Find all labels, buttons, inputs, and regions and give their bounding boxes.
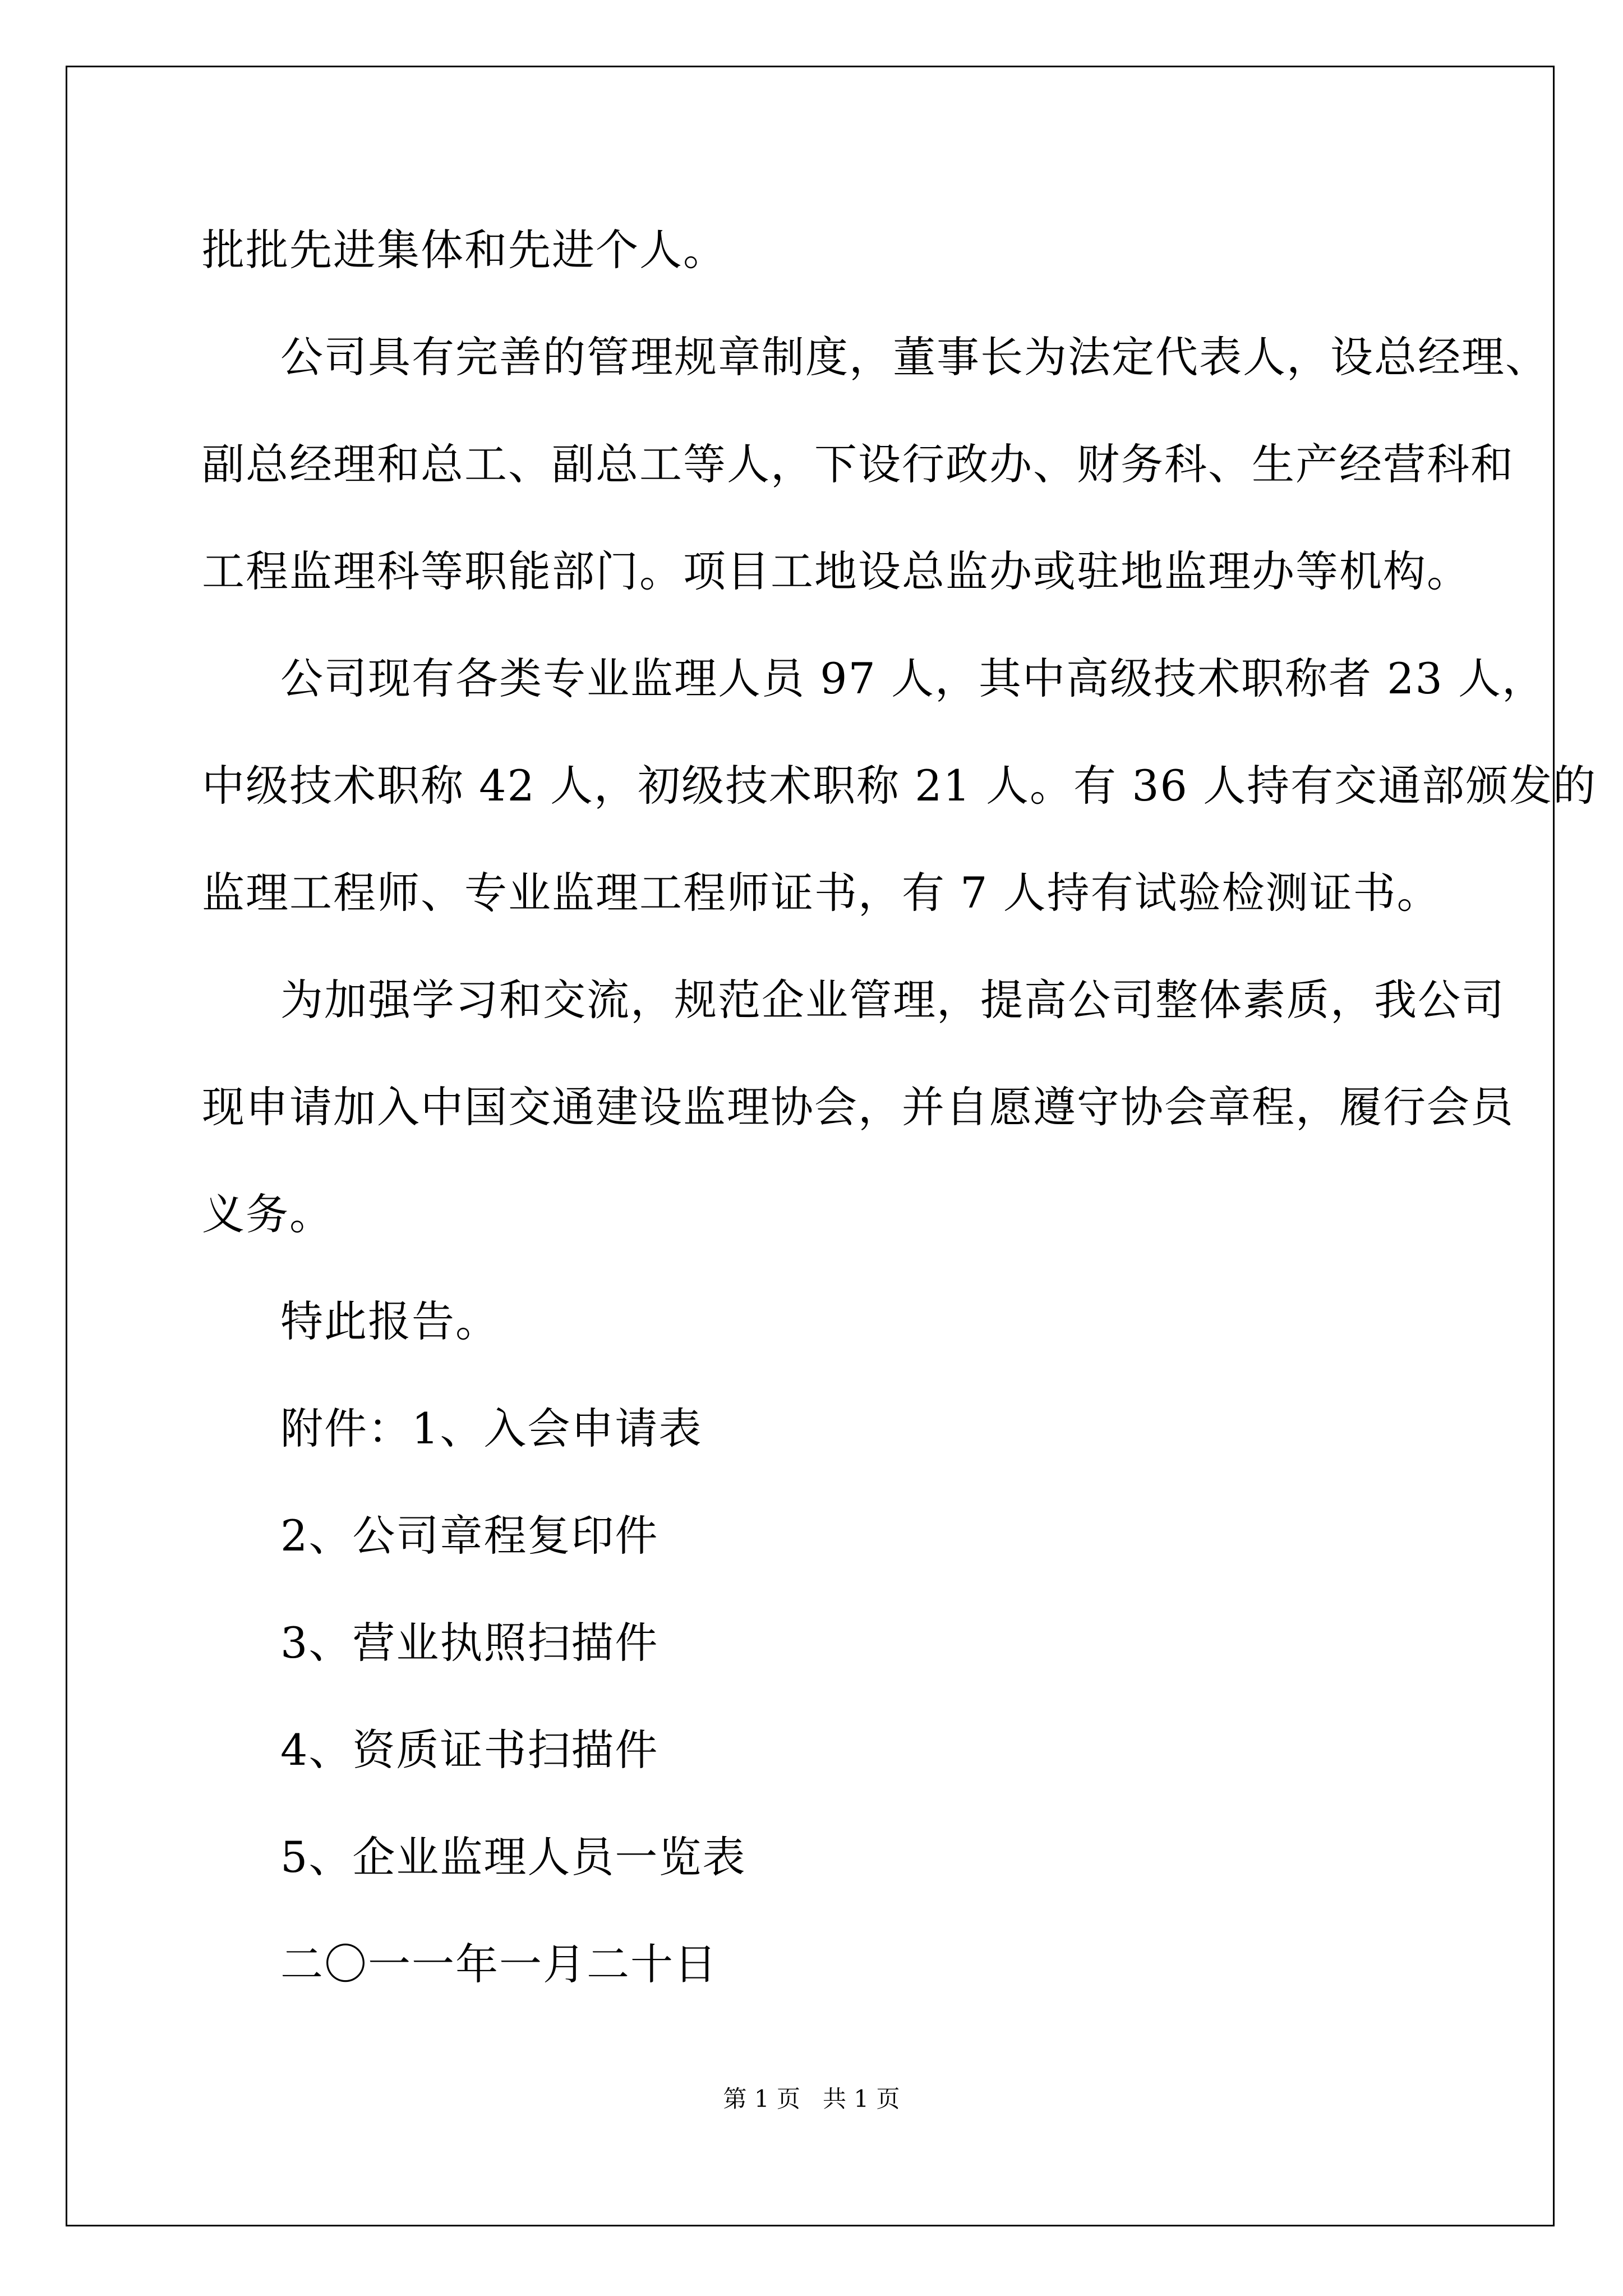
- text-line-4: 工程监理科等职能部门。项目工地设总监办或驻地监理办等机构。: [202, 546, 1470, 596]
- page-number-footer: 第 1 页 共 1 页: [723, 2085, 900, 2113]
- text-line-11: 特此报告。: [280, 1296, 499, 1346]
- text-line-9: 现申请加入中国交通建设监理协会，并自愿遵守协会章程，履行会员: [202, 1082, 1514, 1132]
- attachment-heading: 附件：1、入会申请表: [280, 1404, 703, 1453]
- document-date: 二〇一一年一月二十日: [280, 1939, 718, 1989]
- text-line-5: 公司现有各类专业监理人员 97 人，其中高级技术职称者 23 人，: [280, 654, 1546, 703]
- text-line-10: 义务。: [202, 1189, 333, 1239]
- text-line-3: 副总经理和总工、副总工等人，下设行政办、财务科、生产经营科和: [202, 439, 1514, 489]
- text-line-8: 为加强学习和交流，规范企业管理，提高公司整体素质，我公司: [280, 975, 1505, 1025]
- text-line-7: 监理工程师、专业监理工程师证书，有 7 人持有试验检测证书。: [202, 868, 1441, 918]
- attachment-item-5: 5、企业监理人员一览表: [280, 1832, 746, 1882]
- page-border: [66, 66, 1555, 2226]
- text-line-6: 中级技术职称 42 人，初级技术职称 21 人。有 36 人持有交通部颁发的: [202, 761, 1597, 811]
- attachment-item-2: 2、公司章程复印件: [280, 1511, 659, 1561]
- text-line-1: 批批先进集体和先进个人。: [202, 225, 727, 275]
- attachment-item-4: 4、资质证书扫描件: [280, 1725, 659, 1775]
- text-line-2: 公司具有完善的管理规章制度，董事长为法定代表人，设总经理、: [280, 332, 1549, 382]
- attachment-item-3: 3、营业执照扫描件: [280, 1618, 659, 1668]
